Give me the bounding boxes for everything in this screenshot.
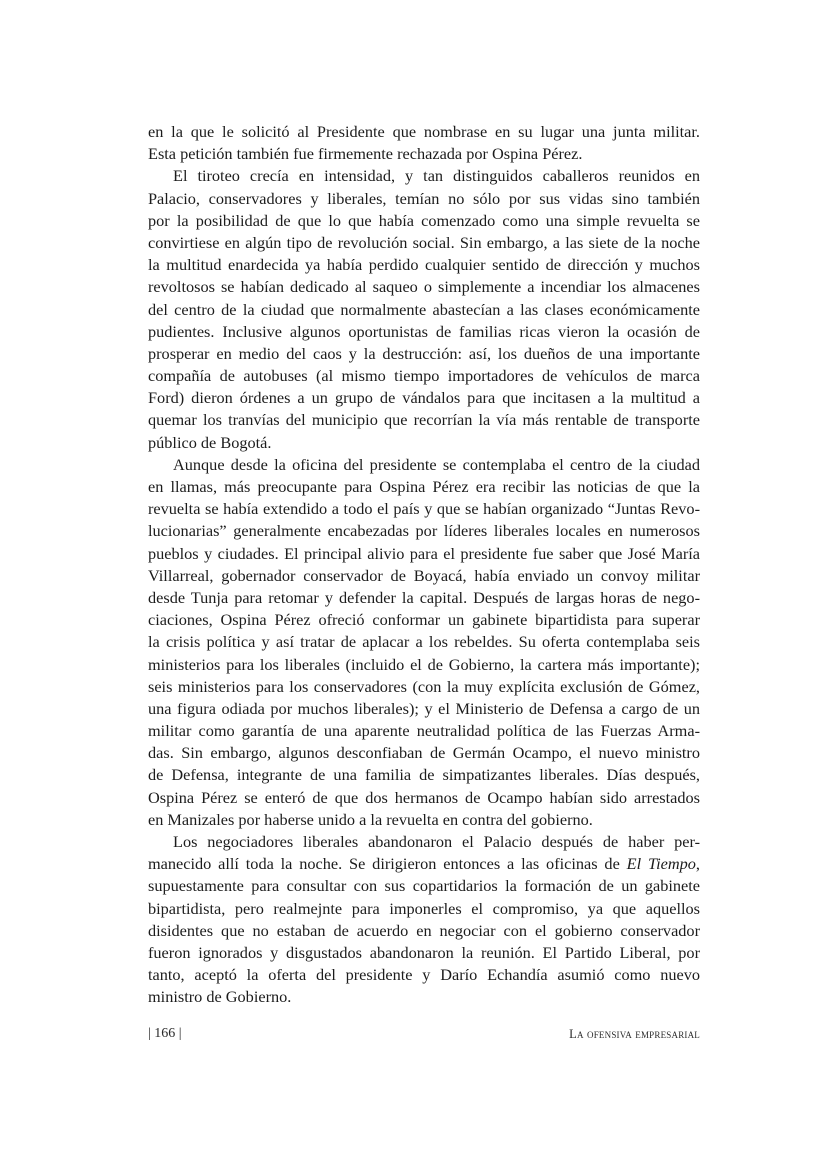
text-line: lucionarias” generalmente encabezadas por líderes liberales locales en numerosos — [148, 521, 700, 541]
text-line: fueron ignorados y disgustados abandonaron la reunión. El Partido Liberal, por — [148, 942, 700, 962]
paragraph — [148, 165, 700, 453]
text-line: supuestamente para consultar con sus copartidarios la formación de un gabinete — [148, 876, 700, 896]
text-line: convirtiese en algún tipo de revolución social. Sin embargo, a las siete de la noche — [148, 232, 700, 252]
text-line: ciaciones, Ospina Pérez ofreció conformar un gabinete bipartidista para superar — [148, 610, 700, 630]
text-segment: manecido allí toda la noche. Se dirigieron entonces a las oficinas de — [148, 854, 627, 874]
text-line: Ford) dieron órdenes a un grupo de vándalos para que incitasen a la multitud a — [148, 388, 700, 408]
text-line: das. Sin embargo, algunos desconfiaban de Germán Ocampo, el nuevo ministro — [148, 743, 700, 763]
text-line: ministerios para los liberales (incluido el de Gobierno, la cartera más importante); — [148, 654, 700, 674]
text-line: bipartidista, pero realmejnte para imponerles el compromiso, ya que aquellos — [148, 898, 700, 918]
text-line: Aunque desde la oficina del presidente se contemplaba el centro de la ciudad — [173, 454, 700, 474]
paragraph — [148, 831, 700, 1009]
text-line: del centro de la ciudad que normalmente abastecían a las clases económicamente — [148, 299, 700, 319]
text-line: Ospina Pérez se enteró de que dos hermanos de Ocampo habían sido arrestados — [148, 787, 700, 807]
text-line: pueblos y ciudades. El principal alivio para el presidente fue saber que José María — [148, 543, 700, 563]
page-number: | 166 | — [148, 1026, 182, 1041]
text-line: prosperar en medio del caos y la destrucción: así, los dueños de una importante — [148, 343, 700, 363]
text-line: en llamas, más preocupante para Ospina Pérez era recibir las noticias de que la — [148, 477, 700, 496]
text-line: tanto, aceptó la oferta del presidente y Darío Echandía asumió como nuevo — [148, 965, 700, 985]
text-line: de Defensa, integrante de una familia de simpatizantes liberales. Días después, — [148, 765, 700, 785]
text-line — [148, 853, 700, 875]
text-line: Villarreal, gobernador conservador de Boyacá, había enviado un convoy militar — [148, 565, 700, 585]
text-line: en la que le solicitó al Presidente que nombrase en su lugar una junta militar. — [148, 122, 700, 141]
text-line: revuelta se había extendido a todo el país y que se habían organizado “Juntas Revo- — [148, 499, 700, 519]
italic-title: El Tiempo — [626, 854, 696, 874]
paragraph — [148, 454, 700, 831]
text-line: Palacio, conservadores y liberales, temían no sólo por sus vidas sino también — [148, 188, 700, 208]
text-line: la multitud enardecida ya había perdido cualquier sentido de dirección y muchos — [148, 255, 700, 275]
paragraph — [148, 121, 700, 165]
text-line: pudientes. Inclusive algunos oportunistas de familias ricas vieron la ocasión de — [148, 321, 700, 341]
running-title: La ofensiva empresarial — [569, 1027, 700, 1041]
text-line: en Manizales por haberse unido a la revuelta en contra del gobierno. — [148, 809, 593, 829]
text-line: seis ministerios para los conservadores (con la muy explícita exclusión de Gómez, — [148, 676, 700, 696]
text-line: la crisis política y así tratar de aplacar a los rebeldes. Su oferta contemplaba seis — [148, 632, 700, 652]
text-line: por la posibilidad de que lo que había comenzado como una simple revuelta se — [148, 210, 700, 230]
text-line: ministro de Gobierno. — [148, 987, 292, 1007]
body-text — [148, 121, 700, 1009]
text-line: El tiroteo crecía en intensidad, y tan distinguidos caballeros reunidos en — [173, 166, 700, 186]
text-line: desde Tunja para retomar y defender la capital. Después de largas horas de nego- — [148, 587, 700, 607]
text-line: Los negociadores liberales abandonaron el Palacio después de haber per- — [173, 832, 700, 851]
text-line: disidentes que no estaban de acuerdo en negociar con el gobierno conservador — [148, 920, 700, 940]
text-line: compañía de autobuses (al mismo tiempo importadores de vehículos de marca — [148, 366, 700, 386]
text-line: revoltosos se habían dedicado al saqueo o simplemente a incendiar los almacenes — [148, 277, 700, 297]
text-line: público de Bogotá. — [148, 432, 272, 452]
text-line: una figura odiada por muchos liberales); y el Ministerio de Defensa a cargo de un — [148, 698, 700, 718]
text-line: quemar los tranvías del municipio que recorrían la vía más rentable de transporte — [148, 410, 700, 430]
text-line: Esta petición también fue firmemente rechazada por Ospina Pérez. — [148, 144, 583, 164]
text-line: militar como garantía de una aparente neutralidad política de las Fuerzas Arma- — [148, 721, 700, 741]
page-footer — [148, 1026, 700, 1048]
text-segment: , — [695, 854, 700, 874]
